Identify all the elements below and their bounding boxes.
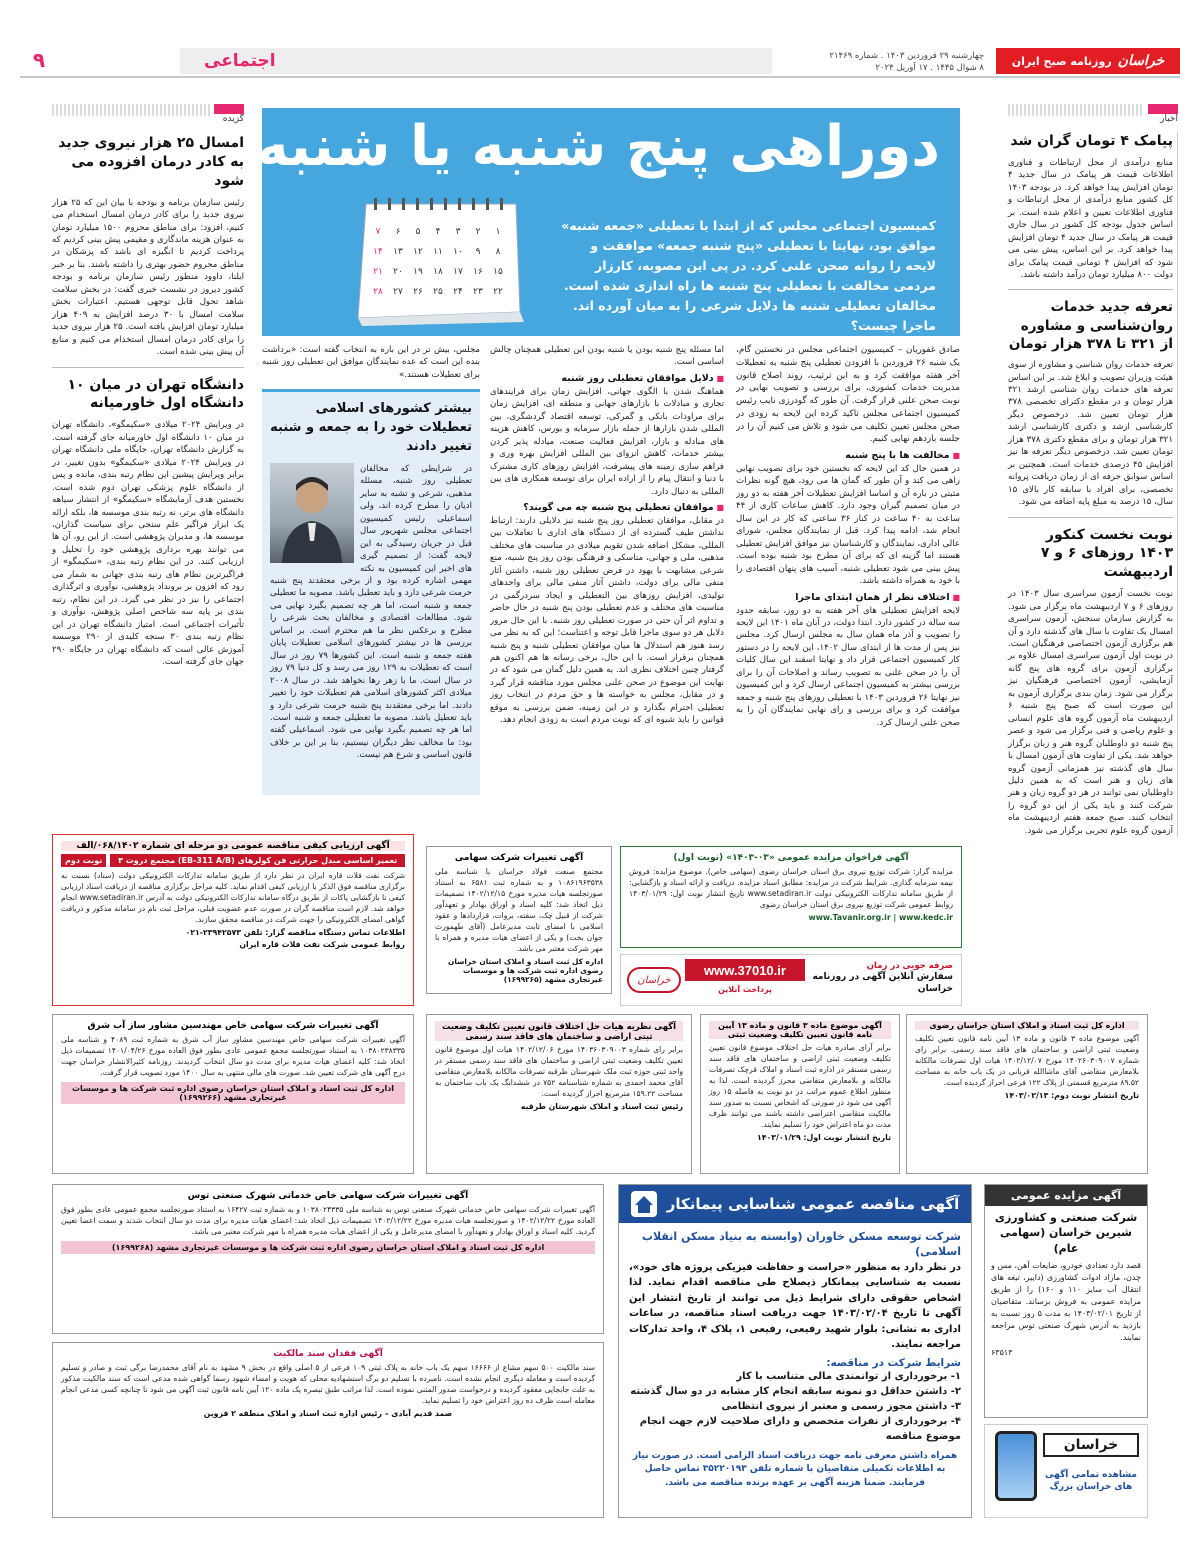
news-body: تعرفه خدمات روان شناسی و مشاوره از سوی هیئت وزیران تصویب و ابلاغ شد. بر این اساس تعرفه های خدمات روان شناسی ارشد ۳۲۱ هزار تومان و در مقطع دکترای تخصصی ۳۷۸ هزار تومان تعیین شد. درخصوص دیگر کارشناسی ارشد و دکتری کارشناسی ارشد ۳۲۱ هزار تومان و برای مقطع دکتری ۳۷۸ هزار تومان تعیین شد. درخصوص دیگر تعرفه ها نیز افزایش ۴۵ درصدی خدمات است. همچنین بر اساس سوابق حرفه ای از زمان دریافت پروانه تخصصی، برای افراد با سابقه کار بالای ۱۵ سال، ۱۵ درصد به مبلغ پایه اضافه می شود.: [1008, 360, 1173, 508]
calendar-ring: [486, 198, 489, 210]
lost-deed-ad[interactable]: [52, 1342, 604, 1518]
ad-footer: صمد قدیم آبادی – رئیس اداره ثبت اسناد و املاک منطقه ۲ قزوین: [203, 1409, 453, 1418]
company-change-ad-2[interactable]: [52, 1014, 414, 1174]
calendar-ring: [374, 198, 377, 210]
calendar-day: ۲۳: [473, 287, 483, 297]
calendar-day: ۴: [435, 227, 441, 237]
news-column-label: اخبار: [1160, 114, 1178, 124]
calendar-day: ۲۵: [433, 287, 443, 297]
calendar-ring: [402, 198, 405, 210]
calendar-day: ۱۰: [453, 247, 463, 257]
tender-condition: ۳- داشتن مجوز رسمی و معتبر از نیروی انتظامی: [721, 1400, 961, 1412]
app-line: مشاهده تمامی آگهی های خراسان بزرگ: [1045, 1470, 1137, 1493]
section-title: اجتماعی: [204, 51, 276, 71]
tender-title: آگهی مناقصه عمومی شناسایی پیمانکار: [666, 1195, 960, 1213]
article-subhead: ■ مخالفت ها با پنج شنبه: [736, 450, 960, 461]
brand-logo[interactable]: [996, 48, 1180, 74]
news-column: [1008, 104, 1178, 836]
ad-body: آگهی موضوع ماده ۳ قانون و ماده ۱۳ آیین نامه قانون تعیین تکلیف وضعیت ثبتی اراضی و ساختمان های فاقد سند رسمی. برابر رای شماره ۱۴۰۲۶۰۳۰۹۰۰۷ مورخ ۱۴۰۲/۱۲/۰۷ هیات اول تصرفات مالکانه بلامعارض متقاضی آقای ماشاالله قربانی در یک باب خانه به مساحت ۸۹.۵۲ مترمربع قسمتی از پلاک ۱۲۲ فرعی احراز گردیده است.: [915, 1034, 1140, 1087]
article-paragraph: در همین حال کد این لایحه که نخستین خود برای تصویب نهایی راهی می کند و آن طور که گمان ها می رود، هیچ گونه نظرات مثبتی در باره آن و اساسا افزایش تعطیلات آخر هفته به دو روز در میان تصمیم گیران وجود دارد. کاهش ساعات کاری از ۴۴ ساعت به ۴۰ ساعت در کنار ۳۶ ساعتی که کار در این سال انجام شد، ادامه پیدا کرد. قبل از نمایندگان مجلس، شورای عالی اداری، نمایندگان و کارشناسان نیز موافق افزایش تعطیلی هستند اما گزینه ای که برای آن مطرح بود شنبه بوده است. پیش بینی می شود تعطیلی شنبه، آسیب های پنهان اقتصادی را با خود به همراه داشته باشد.: [736, 464, 960, 587]
ad-title: آگهی فراخوان مزایده عمومی «۰۳-۱۴۰۳» (نوبت اول): [673, 853, 909, 863]
section-banner: [180, 48, 772, 74]
article-col-3: [262, 344, 480, 814]
calendar-day: ۷: [375, 227, 381, 237]
sidebar-box-title: بیشتر کشورهای اسلامی تعطیلات خود را به جمعه و شنبه تغییر دادند: [270, 401, 472, 455]
news-headline[interactable]: تعرفه جدید خدمات روان‌شناسی و مشاوره از ۳۲۱ تا ۳۷۸ هزار تومان: [1008, 299, 1173, 352]
article-paragraph: لایحه افزایش تعطیلی های آخر هفته به دو روز، سابقه حدود سه ساله در کشور دارد. ابتدا دولت، در آبان ماه ۱۴۰۱ این لایحه را تصویب و آذر ماه همان سال به مجلس ارسال کرد. مجلس نیز پس از مدت ها از ابتدای سال ۱۴۰۲، این لایحه را در دستور کار کمیسیون اجتماعی قرار داد و نهایتا اسفند این سال کلیات آن را در صحن علنی به تصویب رساند و اصلاحات آن را برای بررسی بیشتر به کمیسیون اجتماعی ارسال کرد و این کمیسیون نیز نهایتا ۲۶ فروردین ۱۴۰۳ با تعطیلی روزهای پنج شنبه و جمعه موافقت کرد و برای بررسی و رای نهایی نمایندگان آن را به صحن علنی ارسال کرد.: [736, 605, 960, 728]
news-headline[interactable]: نوبت نخست کنکور ۱۴۰۳ روزهای ۶ و ۷ اردیبهشت: [1040, 526, 1173, 581]
contractor-tender-ad[interactable]: [618, 1184, 972, 1518]
auction-company: شرکت صنعتی و کشاورزی شیرین خراسان (سهامی عام): [994, 1211, 1138, 1255]
article-subhead: ■ اختلاف نظر از همان ابتدای ماجرا: [736, 592, 960, 603]
feature-headline[interactable]: دوراهی پنج شنبه یا شنبه: [255, 114, 940, 179]
ad-title: آگهی فقدان سند مالکیت: [273, 1349, 383, 1359]
ad-badge: نوبت دوم: [61, 854, 106, 867]
ad-footer: روابط عمومی شرکت نفت فلات قاره ایران: [239, 940, 405, 949]
tender-conditions-title: شرایط شرکت در مناقصه:: [826, 1356, 961, 1369]
calendar-day: ۱۹: [413, 267, 423, 277]
auction-ad-power[interactable]: [620, 846, 962, 948]
feature-lead: کمیسیون اجتماعی مجلس که از ابتدا با تعطیلی «جمعه شنبه» موافق بود، نهایتا با تعطیلی «پنج شنبه جمعه» موافقت و لایحه را روانه صحن علنی کرد. در پی این مصوبه، کارزار مردمی مخالفت با تعطیلی پنج شنبه ها راه اندازی شده است. مخالفان تعطیلی شنبه ها دلایل شرعی را به میان آورده اند. ماجرا چیست؟: [561, 218, 936, 333]
article-paragraph: در مقابل، موافقان تعطیلی روز پنج شنبه نیز دلایلی دارند: ارتباط نداشتن طیف گسترده ای از دستگاه های اداری با تعاملات بین المللی، مشکل اضافه شدن تقویم میلادی در مناسبت های مختلف مذهبی، ملی و جهانی، مناسکی و فرهنگی بودن روز پنج شنبه، منع شرعی مشابهت با یهود در فرض تعطیلی روز شنبه، داشتن آثار منفی مالی برای دولت، داشتن آثار منفی مالی برای واحدهای تولیدی، افزایش روزهای بین التعطیلی و ایجاد سردرگمی در مناسبت های مختلف و عدم تعطیلی بودن پنج شنبه در حال حاضر و تداوم اثر آن حتی در صورت تعطیلی روز شنبه. با این حال مرور دلایل هر دو سوی ماجرا قابل توجه و اعتناست؛ این که به نظر می رسد هنوز هم استدلال ها میان موافقان تعطیلی شنبه و پنج شنبه همچنان برقرار است. با این حال، برخی رسانه ها هم اکنون هم گرفتار چنین اختلاف نظری اند. به همین دلیل گمان می شود که در نهایت این موضوع در صحن علنی مجلس مورد مناقشه قرار گیرد و در مقابل، مجلس به خواسته ها و حق مردم در انتخاب روز تعطیلی احترام بگذارد و در این زمینه، ضمن بررسی به موقع قوانین را باید شیوه ای که نوبت مردم است به زودی انجام دهد.: [490, 515, 724, 726]
calendar-day: ۲۸: [373, 287, 383, 297]
author-photo: [270, 463, 354, 563]
promo-brand: خراسان: [627, 967, 681, 993]
ad-body: برابر رای شماره ۱۴۰۳۶۰۳۰۹۰۰۳ مورخ ۱۴۰۲/۱۲/۰۶ هیات اول موضوع قانون تعیین تکلیف وضعیت ثبتی اراضی و ساختمان های فاقد سند رسمی مستقر در واحد ثبتی حوزه ثبت ملک شهرستان طرقبه تصرفات مالکانه بلامعارض متقاضی آقای محمد احمدی به شماره شناسنامه ۷۵۲ در ششدانگ یک باب ساختمان به مساحت ۱۵۹.۲۲ مترمربع احراز گردیده است.: [435, 1045, 683, 1098]
brief-body: رئیس سازمان برنامه و بودجه با بیان این که ۲۵ هزار نیروی جدید را برای کادر درمان امسال استخدام می کنیم، افزود: برای مناطق محروم ۱۵۰۰ میلیارد تومان به عنوان هزینه ماندگاری و مقیمی پیش بینی کردیم که پرداخت کردیم تا انگیزه ای باشد که پزشکان در مناطق محروم حضور بهتری را داشته باشند. بنا بر خبر ایلنا، داوود منظور رئیس سازمان برنامه و بودجه کشور دیروز در نشست خبری گفت: در بخش سلامت شاهد تحول قابل توجهی هستیم. اعتبارات بخش سلامت امسال با ۳۰ درصد افزایش به ۴۰۹ هزار میلیارد تومان افزایش یافته است. ۲۵ هزار نیروی جدید را برای کادر درمان امسال استخدام می کنیم و منابع آن پیش بینی شده است.: [52, 197, 244, 358]
ad-footer: تاریخ انتشار نوبت دوم: ۱۴۰۳/۰۲/۱۳: [1004, 1091, 1139, 1100]
briefs-column-tag: [52, 104, 244, 126]
calendar-day: ۱۷: [453, 267, 463, 277]
article-paragraph: هماهنگ شدن با الگوی جهانی، افزایش زمان برای فرایندهای تجاری و مبادلات با بازارهای جهانی و منطقه ای، افزایش زمان برای مراودات بانکی و گمرکی، توسعه اقتصاد گردشگری، بین المللی شدن بازارها از جمله بازار سرمایه و بورس، کاهش هزینه های مبادله و بازار، افزایش فعالیت صنعت، میادله پذیر کردن بیشتر خدمات، کاهش انزوای بین المللی افزایش بهره وری و فراهم سازی زمینه های پیشرفت، افزایش روزهای کاری مشترک با دنیا و انتقال پیام را از اراده ایران برای توسعه همکاری های بین المللی به دنبال دارد.: [490, 386, 724, 497]
sidebar-box-body: در شرایطی که مخالفان تعطیلی روز شنبه، مسئله مذهبی، شرعی و تشبه به سایر ادیان را مطرح کرده اند، ولی اسماعیلی رئیس کمیسیون اجتماعی مجلس شهریور سال قبل در جریان رسیدگی به این لایحه گفت: از تصمیم گیری های اخیر این کمیسیون به نکته مهمی اشاره کرده بود و از برخی معتقدند پنج شنبه حرمت شرعی دارد و باید تعطیل باشد. مصوبه ما تعطیلی جمعه و شنبه است، اما هر چه تصمیم بگیرد نهایی می شود. مطالعات اقتصادی و مخالفان بحث شرعی را مطرح و برعکس نظر ما هم محترم است. بر اساس بررسی ها در بیشتر کشورهای اسلامی تعطیلات پایان هفته جمعه و شنبه است. این کشورها ۷۹ روز در سال است که تعطیلات به ۱۲۹ روز می رسد و کل دنیا ۷۹ روز در سال است. ما با زهر رها نخواهد شد. در سال ۲۰۰۸ میلادی اکثر کشورهای اسلامی هم تعطیلات خود را تغییر دادند. اما برخی معتقدند پنج شنبه حرمت شرعی دارد و باید تعطیل باشد. مصوبه ما تعطیلی جمعه و شنبه است. اما هر چه تصمیم بگیرد نهایی می شود. اسماعیلی گفته بود: ما مخالف نظر دیگران نیستیم، بنا بر این بر خلاف قانون اساسی و شرع هم نیست.: [270, 463, 472, 761]
calendar-day: ۱: [495, 227, 501, 237]
calendar-day: ۱۶: [473, 267, 483, 277]
article-subhead: ■ دلایل موافقان تعطیلی روز شنبه: [490, 373, 724, 384]
page-number: ۹: [32, 48, 46, 72]
briefs-column: [52, 104, 244, 794]
dateline-other: ۸ شوال ۱۴۴۵ . ۱۷ آوریل ۲۰۲۴: [875, 63, 984, 74]
ad-title: آگهی ارزیابی کیفی مناقصه عمومی دو مرحله ای شماره ۰۶۸/۱۴۰۲/الف: [61, 841, 405, 851]
calendar-day: ۸: [495, 247, 501, 257]
calendar-day: ۲۶: [413, 287, 423, 297]
calendar-day: ۲۱: [373, 267, 383, 277]
calendar-illustration: [348, 194, 528, 326]
calendar-ring: [472, 198, 475, 210]
ad-title: اداره کل ثبت اسناد و املاک استان خراسان رضوی: [915, 1021, 1139, 1030]
news-body: نوبت نخست آزمون سراسری سال ۱۴۰۳ در روزهای ۶ و ۷ اردیبهشت ماه برگزار می شود. به گزارش سازمان سنجش، آزمون سراسری امسال یک تفاوت با سال های گذشته دارد و آن هم برگزاری آزمون اختصاصی فرهنگیان است. در نوبت اول آزمون سراسری امسال علاوه بر برگزاری آزمون برای گروه های پنج گانه آزمایشی، آزمون اختصاصی فرهنگیان نیز برگزار می شود. زمان بندی برگزاری آزمون به این صورت است که صبح پنج شنبه ۶ اردیبهشت ماه آزمون گروه های علوم انسانی و علوم ریاضی و فنی برگزار می شود و عصر پنج شنبه دو داوطلبان گروه هنر و زبان برگزار خواهد شد. یکی از تفاوت های آزمون امسال با سال های گذشته نیز همزمانی آزمون گروه های زبان و هنر است که به همین دلیل داوطلبان نمی توانند در هر دو گروه زبان و هنر شرکت کنند و باید یکی از این دو گروه را انتخاب کنند. صبح جمعه هفتم اردیبهشت ماه آزمون گروه علوم تجربی برگزار می شود.: [1008, 589, 1173, 836]
article-lead: صادق غفوریان – کمیسیون اجتماعی مجلس در نخستین گام، یک شنبه ۲۶ فروردین با افزودن تعطیلی پنج شنبه به تعطیلات آخر هفته موافقت کرد و به این ترتیب، روند اصلاح قانون مدیریت خدمات کشوری، برای بررسی و تصویب نهایی در نوبت صحن علنی قرار گرفت. آن طور که گودرزی نایب رئیس کمیسیون اجتماعی مجلس تاکید کرده این لایحه به زودی در صحن مجلس تعیین تکلیف می شود و تلاش می کنیم آن را در جلسه بازدهم نهایی کنیم.: [736, 345, 960, 445]
ad-contact: اطلاعات تماس دستگاه مناقصه گزار: تلفن ۲۳۹۴۲۵۷۳-۰۲۱: [185, 928, 405, 937]
brand-logo-mark: خراسان: [1117, 53, 1165, 69]
calendar-day: ۱۸: [433, 267, 443, 277]
tender-condition: ۱- برخورداری از توانمندی مالی متناسب با کار: [736, 1370, 961, 1382]
land-registry-ad[interactable]: [700, 1014, 900, 1174]
person-icon: [270, 463, 354, 563]
article-subhead: ■ موافقان تعطیلی پنج شنبه چه می گویند؟: [490, 502, 724, 513]
company-change-ad[interactable]: [426, 846, 612, 994]
promo-url-box[interactable]: [685, 959, 805, 981]
tender-condition: ۲- داشتن حداقل دو نمونه سابقه انجام کار مشابه در دو سال گذشته: [630, 1385, 961, 1397]
calendar-day: ۱۳: [393, 247, 403, 257]
calendar-day: ۲۷: [393, 287, 403, 297]
ad-title: آگهی موضوع ماده ۳ قانون و ماده ۱۳ آیین نامه قانون تعیین تکلیف وضعیت ثبتی: [709, 1021, 891, 1039]
calendar-day: ۶: [395, 227, 401, 237]
calendar-day: ۵: [415, 227, 421, 237]
registry-office-ad[interactable]: [906, 1014, 1148, 1174]
promo-line-1: صرفه جویی در زمان: [866, 961, 953, 971]
ad-footer: www.Tavanir.org.ir | www.kedc.ir: [808, 913, 953, 922]
feature-banner: [255, 108, 960, 336]
auction-body: قصد دارد تعدادی خودرو، ضایعات آهن، مس و چدن، مازاد ادوات کشاورزی (داییر، تیغه های انتقال آب سایز ۱۱۰ و ۱۶۰) را از طریق مزایده عمومی به فروش برساند. متقاضیان از تاریخ ۱۴۰۳/۰۲/۰۱ به مدت ۵ روز نسبت به بازدید به آدرس شهرک صنعتی توس مراجعه نمایند.: [991, 1261, 1141, 1343]
dateline: [774, 50, 984, 75]
calendar-ring: [416, 198, 419, 210]
ad-body: آگهی تغییرات شرکت سهامی خاص خدماتی شهرک صنعتی توس به شناسه ملی ۱۰۳۸۰۲۴۳۳۵ و به شماره ثبت ۱۶۴۲۷ به استناد صورتجلسه مجمع عمومی عادی بطور فوق العاده مورخ ۱۴۰۲/۱۲/۲۲ و صورتجلسه هیات مدیره مورخ ۱۴۰۲/۱۲/۲۲ تصمیمات ذیل اتخاذ شد: اعضای هیات مدیره برای مدت دو سال انتخاب شدند و سمت اعضا تعیین گردید. کلیه اسناد و اوراق بهادار و تعهدآور با امضای مدیرعامل و یکی از اعضای هیات مدیره همراه با مهر شرکت معتبر می باشد.: [61, 1205, 595, 1236]
ad-body: شرکت نفت فلات قاره ایران در نظر دارد از طریق سامانه تدارکات الکترونیکی دولت (ستاد) نسبت به برگزاری مناقصه فوق الذکر با ارزیابی کیفی اقدام نماید. کلیه مراحل برگزاری مناقصه از دریافت اسناد ارزیابی کیفی تا بازگشایی پاکات از طریق درگاه سامانه تدارکات الکترونیکی دولت به آدرس www.setadiran.ir انجام خواهد شد. لازم است مناقصه گران در صورت عدم عضویت قبلی، مراحل ثبت نام در سامانه مذکور و دریافت گواهی امضای الکترونیکی را جهت شرکت در مناقصه محقق سازند.: [61, 871, 405, 924]
ad-body: مزایده گزار: شرکت توزیع نیروی برق استان خراسان رضوی (سهامی خاص). موضوع مزایده: فروش نیمه سرمایه گذاری. شرایط شرکت در مزایده: مطابق اسناد مزایده. دریافت و ارائه اسناد و بازگشایی: از طریق سامانه تدارکات الکترونیکی دولت www.setadiran.ir تاریخ انتشار نوبت اول: ۱۴۰۳/۰۱/۲۹ روابط عمومی شرکت توزیع نیروی برق استان خراسان رضوی: [629, 867, 953, 909]
brand-text: روزنامه صبح ایران: [1011, 54, 1112, 68]
auction-code: ۶۳۵۱۳: [991, 1348, 1013, 1358]
ad-footer: اداره کل ثبت اسناد و املاک استان خراسان رضوی اداره ثبت شرکت ها و موسسات غیرتجاری مشهد (۱۶۹۹۲۶۶): [61, 1082, 405, 1104]
public-auction-ad[interactable]: [984, 1184, 1148, 1418]
tender-note: همراه داشتن معرفی نامه جهت دریافت اسناد الزامی است. در صورت نیاز به اطلاعات تکمیلی متقاضیان با شماره تلفن ۳۵۲۲۰۱۹۳ تماس حاصل فرمایند. ضمنا هزینه آگهی بر عهده برنده مناقصه می باشد.: [632, 1450, 958, 1488]
calendar-ring: [444, 198, 447, 210]
promo-pay: پرداخت آنلاین: [718, 985, 772, 994]
ad-subtitle: تعمیر اساسی مبدل حرارتی فن کولرهای (EB-311 A/B) مجتمع دروت ۳: [110, 854, 405, 867]
article-col-1: [736, 344, 960, 814]
briefs-column-label: گزیده: [222, 114, 244, 124]
tender-company: شرکت توسعه مسکن خاوران (وابسته به بنیاد مسکن انقلاب اسلامی): [641, 1230, 961, 1259]
sidebar-box: [262, 389, 480, 795]
calendar-day: ۱۱: [433, 247, 443, 257]
article-col-2: [490, 344, 724, 814]
app-brand: خراسان: [1043, 1433, 1139, 1457]
ad-footer: تاریخ انتشار نوبت اول: ۱۴۰۳/۰۱/۲۹: [756, 1133, 891, 1142]
calendar-day: ۱۵: [493, 267, 503, 277]
news-headline[interactable]: پیامک ۴ تومان گران شد: [1010, 133, 1173, 149]
auction-header: آگهی مزایده عمومی: [985, 1185, 1147, 1206]
article-paragraph: مجلس، بیش تر در این باره به انتخاب گفته است: «برداشت بنده این است که عده نمایندگان موافق این تعطیلی روز شنبه برای تعطیلات هستند.»: [262, 345, 480, 380]
promo-url: www.37010.ir: [704, 962, 786, 978]
calendar-day: ۱۴: [373, 247, 383, 257]
brief-body: در ویرایش ۲۰۲۴ میلادی «سکیمگو»، دانشگاه تهران در میان ۱۰ دانشگاه اول خاورمیانه جای گرفته است. به گزارش دانشگاه تهران، جایگاه ملی دانشگاه تهران در ویرایش ۲۰۲۴ میلادی «سکیمگو» بدون تغییر، در برابر ویرایش پیشین این نظام رتبه بندی، مانده و پس از دانشگاه علوم پزشکی تهران دوم شده است. نخستین هدف آزمایشگاه «سکیمگو» از انتشار سیاهه دانشگاه های برتر، نه رتبه بندی موسسه ها، بلکه ارائه یک ابزار فراگیر علم سنجی برای سیاست گذاران، موسسه ها، و مدیران پژوهشی است. از این رو، آن ها می توانند بهره برداری پژوهشی خود را تحلیل و ارزیابی کنند. در این نظام رتبه بندی، «سکیمگو» از فراگیرترین نظام های رتبه بندی جهانی به شمار می رود که افزون بر برونداد پژوهشی، نوآوری و اثرگذاری اجتماعی را نیز در نظر می گیرد. در این نظام، رتبه بندی بر پایه سه شاخص اصلی پژوهش، نوآوری و تأثیرات اجتماعی است. امتیاز دانشگاه تهران در این نظام رتبه بندی ۳۰ سنجه کلیدی از ۲۹۰ موسسه آموزش عالی است که دانشگاه تهران در جایگاه ۲۹۰ جهان جای گرفته است.: [52, 420, 245, 667]
calendar-ring: [500, 198, 503, 210]
news-column-tag: [1008, 104, 1178, 126]
calendar-day: ۱۲: [413, 247, 423, 257]
calendar-day: ۹: [475, 247, 481, 257]
ad-footer: اداره کل ثبت اسناد و املاک استان خراسان رضوی اداره ثبت شرکت ها و موسسات غیرتجاری مشهد (۱۶۹۹۲۶۵): [448, 957, 603, 984]
phone-icon: [995, 1431, 1037, 1501]
ad-title: آگهی نظریه هیات حل اختلاف قانون تعیین تکلیف وضعیت ثبتی اراضی و ساختمان های فاقد سند رسمی: [435, 1021, 683, 1041]
tender-condition: ۴- برخورداری از نفرات متخصص و دارای صلاحیت لازم جهت انجام موضوع مناقصه: [639, 1415, 961, 1442]
ad-footer: رئیس ثبت اسناد و املاک شهرستان طرقبه: [520, 1102, 683, 1111]
calendar-day: ۲: [475, 227, 481, 237]
ad-title: آگهی تغییرات شرکت سهامی خاص خدماتی شهرک صنعتی توس: [187, 1191, 469, 1201]
news-body: منابع درآمدی از محل ارتباطات و فناوری اطلاعات قیمت هر پیامک در سال جدید ۴ تومان افزایش پیدا خواهد کرد. در بودجه ۱۴۰۳ کل کشور منابع درآمدی از محل ارتباطات و فناوری اطلاعات تعیین و اعلام شده است. بر اساس جدول بودجه کل کشور در سال جاری قیمت هر پیامک در سال جدید ۴ تومان افزایش پیدا خواهد کرد. بر این اساس، پیش بینی می شود که افزایش ۴ تومانی قیمت پیامک برای دولت ۸۰۰ میلیارد تومان درآمد داشته باشد.: [1008, 157, 1173, 280]
promo-text: [803, 961, 953, 995]
calendar-icon: [348, 194, 528, 326]
brief-headline[interactable]: دانشگاه تهران در میان ۱۰ دانشگاه اول خاورمیانه: [67, 376, 244, 412]
calendar-ring: [458, 198, 461, 210]
company-change-ad-3[interactable]: [52, 1184, 604, 1334]
ad-body: سند مالکیت ۵۰۰ سهم مشاع از ۱۶۶۶۶ سهم یک باب خانه به پلاک ثبتی ۱۰۹ فرعی از ۵ اصلی واقع در بخش ۹ مشهد به نام آقای محمدرضا برگی ثبت و صادر و تسلیم گردیده است و معامله دیگری انجام نشده است. نامبرده با تسلیم دو برگ استشهادیه محلی که هویت و امضاء شهود رسما گواهی شده مدعی است که سند مالکیت مذکور به علت جابجایی مفقود گردیده و درخواست صدور المثنی نموده است. لذا مراتب طبق تبصره یک ماده ۱۲۰ آیین نامه قانون ثبت آگهی می شود تا چنانچه کسی مدعی انجام معامله است ظرف ده روز اعتراض خود را تسلیم نماید.: [61, 1363, 596, 1405]
ad-title: آگهی تغییرات شرکت سهامی: [454, 853, 584, 863]
article-paragraph: اما مسئله پنج شنبه بودن یا شنبه بودن این تعطیلی همچنان چالش اساسی است.: [490, 345, 724, 368]
promo-banner[interactable]: [620, 954, 962, 1006]
ad-body: مجتمع صنعت فولاد خراسان با شناسه ملی ۱۰۸۶۱۹۶۳۵۳۸ و به شماره ثبت ۶۵۸۱ به استناد صورتجلسه هیات مدیره مورخ ۱۴۰۲/۱۲/۱۵ تصمیمات ذیل اتخاذ شد: کلیه اسناد و اوراق بهادار و تعهدآور شرکت از قبیل چک، سفته، بروات، قراردادها و عقود اسلامی با امضای ثابت مدیرعامل (آقای طهمورث جوان بخت) و یکی از اعضای هیات مدیره و همراه با مهر شرکت معتبر می باشد.: [435, 867, 603, 953]
promo-line-2: سفارش آنلاین آگهی در روزنامه خراسان: [812, 972, 953, 995]
brief-headline[interactable]: امسال ۲۵ هزار نیروی جدید به کادر درمان افزوده می شود: [58, 135, 244, 189]
calendar-ring: [430, 198, 433, 210]
tender-ad-oil[interactable]: [52, 834, 414, 1006]
calendar-day: ۳: [455, 227, 461, 237]
calendar-day: ۲۰: [393, 267, 403, 277]
calendar-day: ۲۴: [453, 287, 463, 297]
ad-title: آگهی تغییرات شرکت سهامی خاص مهندسین مشاور ساز آب شرق: [87, 1021, 379, 1031]
tender-body: در نظر دارد به منظور «حراست و حفاظت فیزیکی پروژه های خود»، نسبت به شناسایی پیمانکار ذیصلاح طی مناقصه اقدام نماید. لذا اشخاص حقوقی دارای شرایط ذیل می توانند از تاریخ انتشار این آگهی تا تاریخ ۱۴۰۳/۰۲/۰۴ جهت دریافت اسناد مناقصه، در ساعات اداری به نشانی: بلوار شهید رفیعی، رفیعی ۱، پلاک ۴، واحد تدارکات مراجعه نمایند.: [629, 1261, 961, 1351]
app-promo[interactable]: [984, 1424, 1148, 1518]
ad-body: برابر آرای صادره هیات حل اختلاف موضوع قانون تعیین تکلیف وضعیت ثبتی اراضی و ساختمان های فاقد سند رسمی مستقر در اداره ثبت اسناد و املاک قرچک تصرفات مالکانه و بلامعارض متقاضی محرز گردیده است. لذا به منظور اطلاع عموم مراتب در دو نوبت به فاصله ۱۵ روز آگهی می شود در صورتی که اشخاص نسبت به صدور سند مالکیت متقاضی اعتراضی داشته باشند می توانند ظرف مدت دو ماه اعتراض خود را تسلیم نمایند.: [709, 1043, 891, 1129]
masthead: [20, 44, 1180, 78]
tender-header: [619, 1185, 971, 1223]
ad-footer: اداره کل ثبت اسناد و املاک استان خراسان رضوی اداره ثبت شرکت ها و موسسات غیرتجاری مشهد (۱۶۹۹۲۶۸): [61, 1241, 595, 1254]
ad-body: آگهی تغییرات شرکت سهامی خاص مهندسین مشاور ساز آب شرق به شماره ثبت ۴۰۸۹ و شناسه ملی ۱۰۳۸۰۲۳۸۳۳۵ به استناد صورتجلسه مجمع عمومی عادی بطور فوق العاده مورخ ۱۴۰۱/۰۴/۲۶ تصمیمات ذیل اتخاذ شد: کلیه اعضای هیات مدیره برای مدت دو سال انتخاب گردیدند. روزنامه کثیرالانتشار خراسان جهت درج آگهی های شرکت تعیین شد. صورت های مالی منتهی به سال ۱۴۰۰ مورد تصویب قرار گرفت.: [61, 1035, 405, 1077]
calendar-day: ۲۲: [493, 287, 503, 297]
land-dispute-ad[interactable]: [426, 1014, 692, 1174]
housing-logo-icon: [631, 1191, 657, 1217]
calendar-ring: [388, 198, 391, 210]
dateline-persian: چهارشنبه ۲۹ فروردین ۱۴۰۳ . شماره ۲۱۴۶۹: [829, 51, 984, 61]
